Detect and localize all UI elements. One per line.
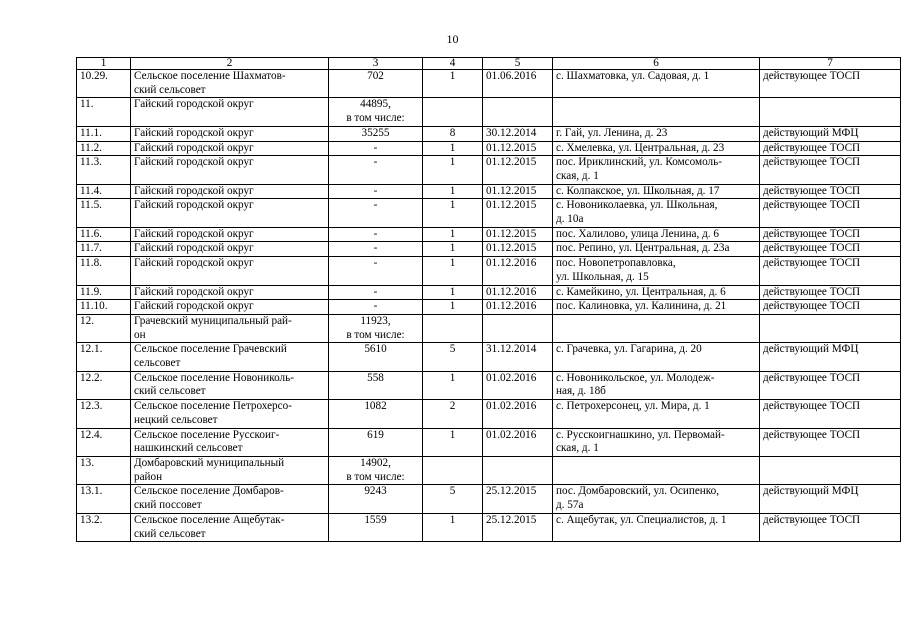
row-count: - [329, 184, 423, 199]
row-number: 11.2. [77, 141, 131, 156]
row-number: 11.8. [77, 257, 131, 285]
row-quantity: 1 [423, 156, 483, 184]
registry-table [76, 57, 901, 542]
row-status: действующий МФЦ [760, 485, 901, 513]
table-row [77, 285, 901, 300]
table-row [77, 428, 901, 456]
row-status: действующее ТОСП [760, 227, 901, 242]
table-row [77, 343, 901, 371]
row-status: действующее ТОСП [760, 300, 901, 315]
row-number: 11.6. [77, 227, 131, 242]
row-address: пос. Халилово, улица Ленина, д. 6 [553, 227, 760, 242]
header-cell: 6 [553, 58, 760, 70]
row-quantity: 1 [423, 300, 483, 315]
table-row [77, 300, 901, 315]
row-quantity: 1 [423, 184, 483, 199]
row-quantity: 1 [423, 371, 483, 399]
row-number: 11.10. [77, 300, 131, 315]
header-row [77, 58, 901, 70]
row-name: Грачевский муниципальный рай- он [131, 314, 329, 342]
row-name: Сельское поселение Домбаров- ский поссовет [131, 485, 329, 513]
row-number: 12.2. [77, 371, 131, 399]
row-name: Гайский городской округ [131, 285, 329, 300]
row-count: - [329, 242, 423, 257]
row-date [483, 98, 553, 126]
row-date: 01.12.2015 [483, 156, 553, 184]
row-count: - [329, 300, 423, 315]
row-number: 11.7. [77, 242, 131, 257]
row-status: действующее ТОСП [760, 428, 901, 456]
row-name: Сельское поселение Ащебутак- ский сельсовет [131, 513, 329, 541]
row-quantity: 1 [423, 70, 483, 98]
row-status: действующее ТОСП [760, 70, 901, 98]
row-count: 14902, в том числе: [329, 456, 423, 484]
row-date [483, 456, 553, 484]
header-cell: 7 [760, 58, 901, 70]
row-address: с. Хмелевка, ул. Центральная, д. 23 [553, 141, 760, 156]
row-address: пос. Ириклинский, ул. Комсомоль- ская, д. 1 [553, 156, 760, 184]
row-quantity: 1 [423, 285, 483, 300]
row-count: 1082 [329, 400, 423, 428]
row-quantity: 1 [423, 227, 483, 242]
row-count: 11923, в том числе: [329, 314, 423, 342]
row-quantity [423, 456, 483, 484]
row-count: - [329, 141, 423, 156]
row-address: пос. Репино, ул. Центральная, д. 23а [553, 242, 760, 257]
row-count: 35255 [329, 126, 423, 141]
table-row [77, 156, 901, 184]
row-name: Гайский городской округ [131, 184, 329, 199]
row-status [760, 98, 901, 126]
row-date: 01.02.2016 [483, 371, 553, 399]
row-quantity: 1 [423, 242, 483, 257]
row-count: 44895, в том числе: [329, 98, 423, 126]
row-date: 01.12.2015 [483, 184, 553, 199]
row-quantity: 5 [423, 485, 483, 513]
header-cell: 3 [329, 58, 423, 70]
row-quantity: 1 [423, 141, 483, 156]
table-body [77, 70, 901, 542]
row-date: 01.12.2015 [483, 141, 553, 156]
row-quantity [423, 98, 483, 126]
row-date: 01.12.2015 [483, 199, 553, 227]
row-number: 11.1. [77, 126, 131, 141]
row-number: 11.3. [77, 156, 131, 184]
row-name: Гайский городской округ [131, 227, 329, 242]
row-address: с. Камейкино, ул. Центральная, д. 6 [553, 285, 760, 300]
row-address: с. Петрохерсонец, ул. Мира, д. 1 [553, 400, 760, 428]
row-count: - [329, 257, 423, 285]
table-row [77, 70, 901, 98]
table-row [77, 199, 901, 227]
row-count: 5610 [329, 343, 423, 371]
table-row [77, 242, 901, 257]
table-row [77, 400, 901, 428]
row-status: действующее ТОСП [760, 156, 901, 184]
row-status: действующее ТОСП [760, 242, 901, 257]
row-quantity: 2 [423, 400, 483, 428]
row-number: 10.29. [77, 70, 131, 98]
row-count: - [329, 156, 423, 184]
row-quantity: 1 [423, 513, 483, 541]
row-count: - [329, 285, 423, 300]
row-address: пос. Домбаровский, ул. Осипенко, д. 57а [553, 485, 760, 513]
row-status: действующее ТОСП [760, 184, 901, 199]
row-status: действующее ТОСП [760, 400, 901, 428]
row-date: 25.12.2015 [483, 485, 553, 513]
row-number: 11.4. [77, 184, 131, 199]
header-cell: 5 [483, 58, 553, 70]
row-status: действующее ТОСП [760, 257, 901, 285]
row-name: Гайский городской округ [131, 300, 329, 315]
table-row [77, 126, 901, 141]
row-date: 01.12.2015 [483, 242, 553, 257]
table-row [77, 314, 901, 342]
page-number: 10 [446, 32, 459, 46]
row-name: Сельское поселение Грачевский сельсовет [131, 343, 329, 371]
table-row [77, 485, 901, 513]
row-name: Гайский городской округ [131, 156, 329, 184]
row-address: с. Грачевка, ул. Гагарина, д. 20 [553, 343, 760, 371]
row-count: - [329, 199, 423, 227]
row-number: 12.1. [77, 343, 131, 371]
table-row [77, 257, 901, 285]
row-date: 31.12.2014 [483, 343, 553, 371]
header-cell: 2 [131, 58, 329, 70]
row-address [553, 314, 760, 342]
row-name: Сельское поселение Русскоиг- нашкинский сельсовет [131, 428, 329, 456]
table-row [77, 371, 901, 399]
row-name: Гайский городской округ [131, 126, 329, 141]
row-status: действующее ТОСП [760, 513, 901, 541]
row-quantity: 5 [423, 343, 483, 371]
row-name: Гайский городской округ [131, 98, 329, 126]
row-address: пос. Новопетропавловка, ул. Школьная, д. 15 [553, 257, 760, 285]
row-date: 01.12.2015 [483, 227, 553, 242]
row-number: 12. [77, 314, 131, 342]
row-address: с. Шахматовка, ул. Садовая, д. 1 [553, 70, 760, 98]
row-status: действующий МФЦ [760, 343, 901, 371]
row-address: пос. Калиновка, ул. Калинина, д. 21 [553, 300, 760, 315]
row-quantity: 1 [423, 199, 483, 227]
row-count: 558 [329, 371, 423, 399]
row-name: Гайский городской округ [131, 257, 329, 285]
row-date: 01.02.2016 [483, 428, 553, 456]
row-quantity: 8 [423, 126, 483, 141]
row-date: 01.02.2016 [483, 400, 553, 428]
row-status: действующее ТОСП [760, 199, 901, 227]
row-quantity: 1 [423, 257, 483, 285]
row-number: 11.9. [77, 285, 131, 300]
table-row [77, 98, 901, 126]
row-status: действующее ТОСП [760, 285, 901, 300]
row-address: с. Новоникольское, ул. Молодеж- ная, д. 18б [553, 371, 760, 399]
row-address: с. Колпакское, ул. Школьная, д. 17 [553, 184, 760, 199]
row-count: - [329, 227, 423, 242]
row-date: 25.12.2015 [483, 513, 553, 541]
table-row [77, 513, 901, 541]
row-status: действующее ТОСП [760, 371, 901, 399]
row-count: 619 [329, 428, 423, 456]
row-name: Гайский городской округ [131, 141, 329, 156]
row-status: действующий МФЦ [760, 126, 901, 141]
header-cell: 1 [77, 58, 131, 70]
row-status: действующее ТОСП [760, 141, 901, 156]
row-date: 01.12.2016 [483, 300, 553, 315]
row-address: с. Ащебутак, ул. Специалистов, д. 1 [553, 513, 760, 541]
row-date: 01.12.2016 [483, 285, 553, 300]
row-address [553, 456, 760, 484]
row-name: Гайский городской округ [131, 242, 329, 257]
row-count: 702 [329, 70, 423, 98]
row-address [553, 98, 760, 126]
row-name: Сельское поселение Новониколь- ский сельсовет [131, 371, 329, 399]
table-row [77, 141, 901, 156]
row-status [760, 314, 901, 342]
row-number: 13. [77, 456, 131, 484]
row-date: 01.06.2016 [483, 70, 553, 98]
row-date [483, 314, 553, 342]
header-cell: 4 [423, 58, 483, 70]
row-name: Сельское поселение Петрохерсо- нецкий сельсовет [131, 400, 329, 428]
row-number: 11. [77, 98, 131, 126]
row-count: 1559 [329, 513, 423, 541]
row-address: с. Русскоигнашкино, ул. Первомай- ская, д. 1 [553, 428, 760, 456]
row-address: с. Новониколаевка, ул. Школьная, д. 10а [553, 199, 760, 227]
row-number: 13.1. [77, 485, 131, 513]
row-name: Сельское поселение Шахматов- ский сельсовет [131, 70, 329, 98]
row-count: 9243 [329, 485, 423, 513]
row-name: Гайский городской округ [131, 199, 329, 227]
table-row [77, 184, 901, 199]
table-row [77, 456, 901, 484]
row-number: 12.4. [77, 428, 131, 456]
row-quantity [423, 314, 483, 342]
row-date: 01.12.2016 [483, 257, 553, 285]
row-number: 11.5. [77, 199, 131, 227]
row-number: 12.3. [77, 400, 131, 428]
row-quantity: 1 [423, 428, 483, 456]
row-status [760, 456, 901, 484]
row-number: 13.2. [77, 513, 131, 541]
row-address: г. Гай, ул. Ленина, д. 23 [553, 126, 760, 141]
row-name: Домбаровский муниципальный район [131, 456, 329, 484]
table-row [77, 227, 901, 242]
row-date: 30.12.2014 [483, 126, 553, 141]
